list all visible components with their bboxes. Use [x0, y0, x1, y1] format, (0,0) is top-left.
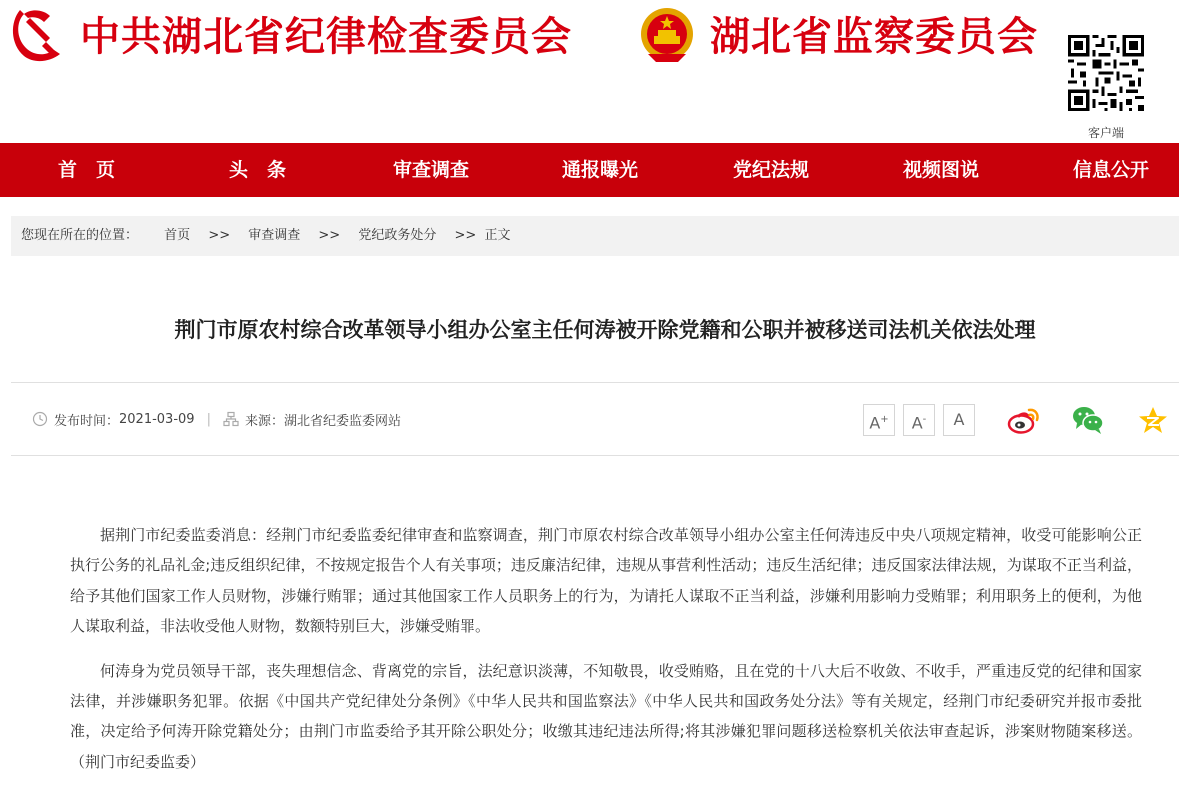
breadcrumb-level2-link[interactable]: 党纪政务处分: [358, 228, 437, 243]
font-increase-button[interactable]: A+: [863, 404, 895, 436]
site-title-right: 湖北省监察委员会: [710, 14, 1038, 60]
article-body: [70, 520, 1142, 791]
qzone-icon[interactable]: [1136, 404, 1170, 436]
clock-icon: [32, 411, 48, 427]
breadcrumb-separator: >>: [318, 228, 341, 243]
article-meta: [32, 408, 401, 430]
breadcrumb-prefix: 您现在所在的位置：: [21, 228, 139, 243]
publish-date: 2021-03-09: [119, 411, 195, 427]
qr-label: 客户端: [1087, 126, 1124, 140]
weibo-icon[interactable]: [1007, 404, 1041, 436]
wechat-icon[interactable]: [1071, 404, 1105, 436]
nav-item-regulations[interactable]: 党纪法规: [733, 159, 810, 181]
breadcrumb: [11, 216, 1179, 256]
qr-code-icon[interactable]: [1068, 35, 1144, 111]
publish-label: 发布时间：: [54, 413, 120, 429]
breadcrumb-separator: >>: [208, 228, 231, 243]
article-paragraph: 据荆门市纪委监委消息：经荆门市纪委监委纪律审查和监察调查，荆门市原农村综合改革领导小组办公室主任何涛违反中央八项规定精神，收受可能影响公正执行公务的礼品礼金;违反组织纪律，不按规定报告个人有关事项；违反廉洁纪律，违规从事营利性活动；违反生活纪律；违反国家法律法规，为谋取不正当利益，给予其他们国家工作人员财物，涉嫌行贿罪；通过其他国家工作人员职务上的行为，为请托人谋取不正当利益，涉嫌利用影响力受贿罪；利用职务上的便利，为他人谋取利益，非法收受他人财物，数额特别巨大，涉嫌受贿罪。: [70, 526, 1142, 636]
breadcrumb-level1-link[interactable]: 审查调查: [248, 228, 301, 243]
nav-item-exposure[interactable]: 通报曝光: [562, 159, 639, 181]
source-name: 湖北省纪委监委网站: [283, 413, 401, 429]
breadcrumb-current: 正文: [484, 228, 511, 243]
nav-item-investigation[interactable]: 审查调查: [393, 159, 470, 181]
party-emblem-icon: [6, 4, 68, 66]
font-decrease-button[interactable]: A-: [903, 404, 935, 436]
meta-separator: |: [206, 411, 211, 427]
nav-item-video[interactable]: 视频图说: [903, 159, 980, 181]
font-reset-button[interactable]: A: [943, 404, 975, 436]
divider: [11, 382, 1179, 383]
article-title: 荆门市原农村综合改革领导小组办公室主任何涛被开除党籍和公职并被移送司法机关依法处理: [174, 318, 1036, 342]
site-header: [0, 0, 1179, 143]
source-label: 来源：: [244, 413, 284, 429]
nav-item-disclosure[interactable]: 信息公开: [1073, 159, 1150, 181]
breadcrumb-separator: >>: [454, 228, 477, 243]
divider: [11, 455, 1179, 456]
breadcrumb-home-link[interactable]: 首页: [164, 228, 191, 243]
source-icon: [223, 411, 239, 427]
main-nav: [0, 143, 1179, 197]
site-title-left: 中共湖北省纪律检查委员会: [80, 14, 572, 60]
national-emblem-icon: [636, 4, 698, 68]
nav-item-headlines[interactable]: 头 条: [229, 159, 287, 181]
nav-item-home[interactable]: 首 页: [58, 159, 116, 181]
article-paragraph: 何涛身为党员领导干部，丧失理想信念、背离党的宗旨，法纪意识淡薄，不知敬畏，收受贿赂，且在党的十八大后不收敛、不收手，严重违反党的纪律和国家法律，并涉嫌职务犯罪。依据《中国共产党纪律处分条例》《中华人民共和国监察法》《中华人民共和国政务处分法》等有关规定，经荆门市纪委研究并报市委批准，决定给予何涛开除党籍处分；由荆门市监委给予其开除公职处分；收缴其违纪违法所得;将其涉嫌犯罪问题移送检察机关依法审查起诉，涉案财物随案移送。（荆门市纪委监委）: [70, 661, 1142, 771]
